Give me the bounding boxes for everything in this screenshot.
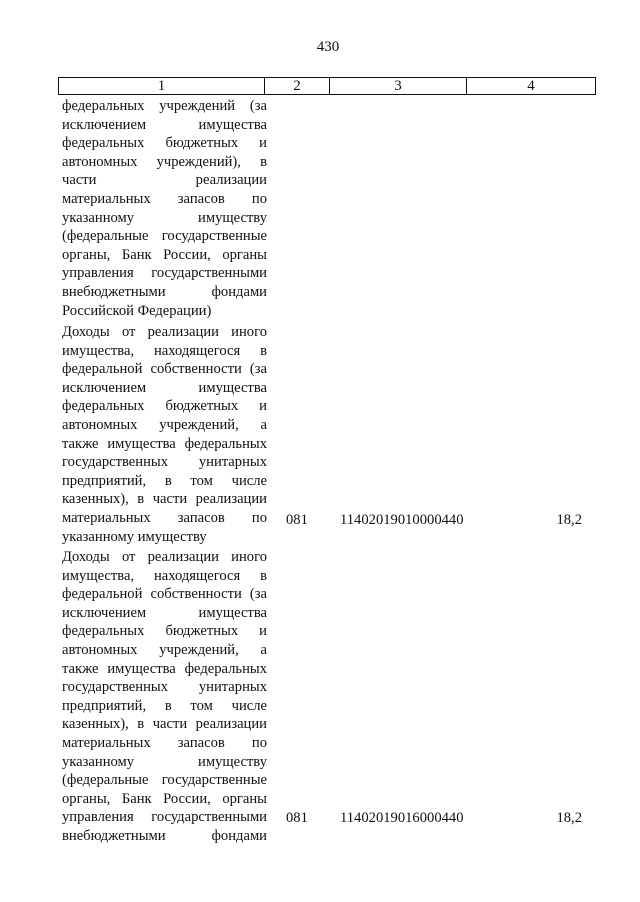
text-line: указанному имуществу bbox=[62, 209, 267, 226]
amount: 18,2 bbox=[556, 810, 582, 826]
text-line: внебюджетными фондами bbox=[62, 283, 267, 300]
income-code: 11402019016000440 bbox=[340, 810, 464, 826]
text-line: также имущества федеральных bbox=[62, 435, 267, 452]
text-line: (федеральные государственные bbox=[62, 772, 267, 789]
column-header-3: 3 bbox=[330, 78, 467, 95]
admin-code: 081 bbox=[286, 810, 308, 826]
text-line: управления государственными bbox=[62, 265, 267, 282]
page-number: 430 bbox=[316, 39, 340, 55]
text-line: также имущества федеральных bbox=[62, 660, 267, 677]
text-line: казенных), в части реализации bbox=[62, 716, 267, 733]
text-line: автономных учреждений, а bbox=[62, 641, 267, 658]
text-line: федеральных учреждений (за bbox=[62, 98, 267, 114]
text-line: органы, Банк России, органы bbox=[62, 246, 267, 263]
column-header-4: 4 bbox=[467, 78, 596, 95]
text-line: материальных запасов по bbox=[62, 190, 267, 207]
text-line: государственных унитарных bbox=[62, 454, 267, 471]
text-line: имущества, находящегося в bbox=[62, 342, 267, 359]
text-line: казенных), в части реализации bbox=[62, 491, 267, 508]
text-line: федеральной собственности (за bbox=[62, 586, 267, 603]
text-line: материальных запасов по bbox=[62, 509, 267, 526]
text-line: Российской Федерации) bbox=[62, 302, 212, 319]
text-line: внебюджетными фондами bbox=[62, 827, 267, 844]
text-line: указанному имуществу bbox=[62, 528, 207, 545]
column-header-table bbox=[58, 77, 596, 95]
text-line: (федеральные государственные bbox=[62, 228, 267, 245]
text-line: автономных учреждений), в bbox=[62, 153, 267, 170]
text-line: части реализации bbox=[62, 172, 267, 189]
admin-code: 081 bbox=[286, 512, 308, 528]
text-line: исключением имущества bbox=[62, 379, 267, 396]
text-line: федеральных бюджетных и bbox=[62, 623, 267, 640]
row-description bbox=[62, 323, 267, 546]
text-line: предприятий, в том числе bbox=[62, 697, 267, 714]
row-description bbox=[62, 548, 267, 846]
column-header-1: 1 bbox=[59, 78, 265, 95]
income-code: 11402019010000440 bbox=[340, 512, 464, 528]
amount: 18,2 bbox=[556, 512, 582, 528]
text-line: федеральных бюджетных и bbox=[62, 398, 267, 415]
text-line: федеральной собственности (за bbox=[62, 361, 267, 378]
text-line: предприятий, в том числе bbox=[62, 472, 267, 489]
text-line: указанному имуществу bbox=[62, 753, 267, 770]
column-header-row bbox=[59, 78, 596, 95]
text-line: исключением имущества bbox=[62, 604, 267, 621]
text-line: материальных запасов по bbox=[62, 734, 267, 751]
row-description-continued bbox=[62, 97, 267, 320]
text-line: автономных учреждений, а bbox=[62, 416, 267, 433]
text-line: государственных унитарных bbox=[62, 679, 267, 696]
text-line: федеральных бюджетных и bbox=[62, 135, 267, 152]
column-header-2: 2 bbox=[265, 78, 330, 95]
text-line: Доходы от реализации иного bbox=[62, 324, 267, 340]
text-line: имущества, находящегося в bbox=[62, 567, 267, 584]
text-line: управления государственными bbox=[62, 809, 267, 826]
text-line: Доходы от реализации иного bbox=[62, 549, 267, 565]
text-line: органы, Банк России, органы bbox=[62, 790, 267, 807]
text-line: исключением имущества bbox=[62, 116, 267, 133]
